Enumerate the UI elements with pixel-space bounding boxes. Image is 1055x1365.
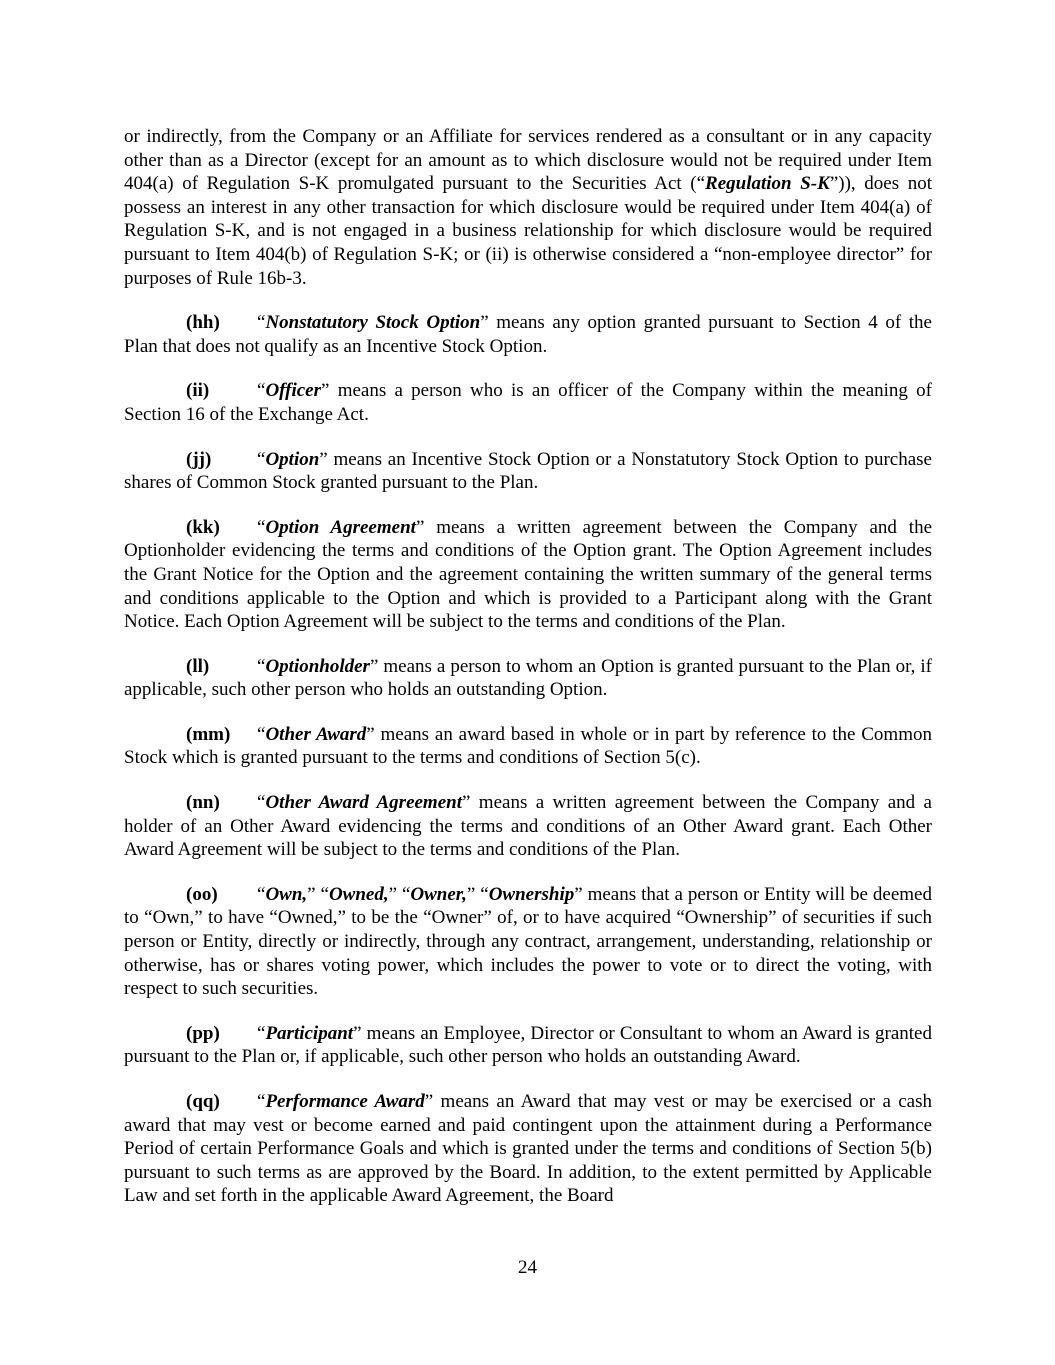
defined-term: Other Award Agreement (265, 792, 462, 814)
definition-oo: (oo) “Own,” “Owned,” “Owner,” “Ownership” means that a person or Entity will be deemed to “Own,” to have “Owned,” to be the “Owner” of, or to have acquired “Ownership” of securities if such person or Entity, directly or indirectly, through any contract, arrangement, understanding, relationship or otherwise, has or shares voting power, which includes the power to vote or to direct the voting, with respect to such securities. (124, 883, 932, 1000)
definition-text: ” means a written agreement between the Company and a holder of an Other Award evidencing the terms and conditions of an Other Award grant. Each Other Award Agreement will be subject to the terms and conditions of the Plan. (124, 792, 932, 861)
definition-marker: (jj) (186, 448, 212, 470)
defined-term: Option Agreement (265, 516, 416, 538)
defined-term: Optionholder (265, 655, 370, 677)
definition-pp: (pp) “Participant” means an Employee, Director or Consultant to whom an Award is granted pursuant to the Plan or, if applicable, such other person who holds an outstanding Award. (124, 1022, 932, 1068)
definition-text: ” means a written agreement between the Company and the Optionholder evidencing the terms and conditions of the Option grant. The Option Agreement includes the Grant Notice for the Option and the agreement containing the written summary of the general terms and conditions applicable to the Option and which is provided to a Participant along with the Grant Notice. Each Option Agreement will be subject to the terms and conditions of the Plan. (124, 516, 932, 633)
defined-term: Ownership (488, 883, 575, 905)
definition-text: ” means an Incentive Stock Option or a Nonstatutory Stock Option to purchase shares of Common Stock granted pursuant to the Plan. (124, 448, 932, 494)
definition-jj: (jj) “Option” means an Incentive Stock Option or a Nonstatutory Stock Option to purchase shares of Common Stock granted pursuant to the Plan. (124, 448, 932, 494)
definition-marker: (qq) (186, 1091, 220, 1112)
definition-text: ” means an Employee, Director or Consultant to whom an Award is granted pursuant to the Plan or, if applicable, such other person who holds an outstanding Award. (124, 1022, 932, 1068)
definition-text: ” means a person to whom an Option is granted pursuant to the Plan or, if applicable, such other person who holds an outstanding Option. (124, 655, 932, 701)
page-number: 24 (518, 1257, 537, 1278)
definition-marker: (nn) (186, 792, 220, 814)
definition-ii: (ii) “Officer” means a person who is an officer of the Company within the meaning of Section 16 of the Exchange Act. (124, 380, 932, 425)
definition-nn: (nn) “Other Award Agreement” means a written agreement between the Company and a holder of an Other Award evidencing the terms and conditions of an Other Award grant. Each Other Award Agreement will be subject to the terms and conditions of the Plan. (124, 792, 932, 861)
defined-term: Option (265, 448, 320, 470)
intro-text-a: or indirectly, from the Company or an Affiliate for services rendered as a consultant or in any capacity other than as a Director (except for an amount as to which disclosure would not be required under Item 404(a) of Regulation S-K promulgated pursuant to the Securities Act (“ (124, 126, 932, 195)
definition-kk: (kk) “Option Agreement” means a written agreement between the Company and the Optionholder evidencing the terms and conditions of the Option grant. The Option Agreement includes the Grant Notice for the Option and the agreement containing the written summary of the general terms and conditions applicable to the Option and which is provided to a Participant along with the Grant Notice. Each Option Agreement will be subject to the terms and conditions of the Plan. (124, 516, 932, 633)
definition-marker: (mm) (186, 723, 231, 745)
definition-marker: (pp) (186, 1022, 220, 1044)
definition-text: ” means an Award that may vest or may be exercised or a cash award that may vest or become earned and paid contingent upon the attainment during a Performance Period of certain Performance Goals and which is granted under the terms and conditions of Section 5(b) pursuant to such terms as are approved by the Board. In addition, to the extent permitted by Applicable Law and set forth in the applicable Award Agreement, the Board (124, 1091, 932, 1207)
definition-marker: (oo) (186, 883, 218, 905)
definition-marker: (ii) (186, 380, 210, 402)
defined-term: Performance Award (265, 1091, 425, 1112)
document-body (124, 125, 932, 1208)
definition-mm: (mm) “Other Award” means an award based in whole or in part by reference to the Common Stock which is granted pursuant to the terms and conditions of Section 5(c). (124, 723, 932, 769)
definition-marker: (kk) (186, 516, 220, 538)
definition-marker: (hh) (186, 312, 220, 334)
defined-term: Owner, (410, 883, 467, 905)
intro-text-b: ”)), does not possess an interest in any other transaction for which disclosure would be required under Item 404(a) of Regulation S-K, and is not engaged in a business relationship for which disclosure would be required pursuant to Item 404(b) of Regulation S-K; or (ii) is otherwise considered a “non-employee director” for purposes of Rule 16b-3. (124, 173, 932, 289)
defined-term: Own, (265, 883, 308, 905)
definition-hh: (hh) “Nonstatutory Stock Option” means any option granted pursuant to Section 4 of the Plan that does not qualify as an Incentive Stock Option. (124, 312, 932, 357)
defined-term: Owned, (328, 883, 389, 905)
definition-text: ” means any option granted pursuant to Section 4 of the Plan that does not qualify as an Incentive Stock Option. (124, 312, 932, 357)
defined-term: Nonstatutory Stock Option (265, 312, 481, 334)
definition-text: ” means an award based in whole or in part by reference to the Common Stock which is granted pursuant to the terms and conditions of Section 5(c). (124, 723, 932, 769)
defined-term: Officer (265, 380, 322, 402)
definition-ll: (ll) “Optionholder” means a person to whom an Option is granted pursuant to the Plan or, if applicable, such other person who holds an outstanding Option. (124, 655, 932, 701)
defined-term: Regulation S-K (705, 173, 830, 195)
definition-qq: (qq) “Performance Award” means an Award that may vest or may be exercised or a cash award that may vest or become earned and paid contingent upon the attainment during a Performance Period of certain Performance Goals and which is granted under the terms and conditions of Section 5(b) pursuant to such terms as are approved by the Board. In addition, to the extent permitted by Applicable Law and set forth in the applicable Award Agreement, the Board (124, 1091, 932, 1207)
intro-paragraph (124, 125, 932, 290)
definition-marker: (ll) (186, 655, 210, 677)
defined-term: Other Award (265, 723, 367, 745)
definition-text: ” means that a person or Entity will be deemed to “Own,” to have “Owned,” to be the “Owner” of, or to have acquired “Ownership” of securities if such person or Entity, directly or indirectly, through any contract, arrangement, understanding, relationship or otherwise, has or shares voting power, which includes the power to vote or to direct the voting, with respect to such securities. (124, 883, 932, 1000)
defined-term: Participant (265, 1022, 354, 1044)
definition-text: ” means a person who is an officer of the Company within the meaning of Section 16 of the Exchange Act. (124, 380, 932, 425)
